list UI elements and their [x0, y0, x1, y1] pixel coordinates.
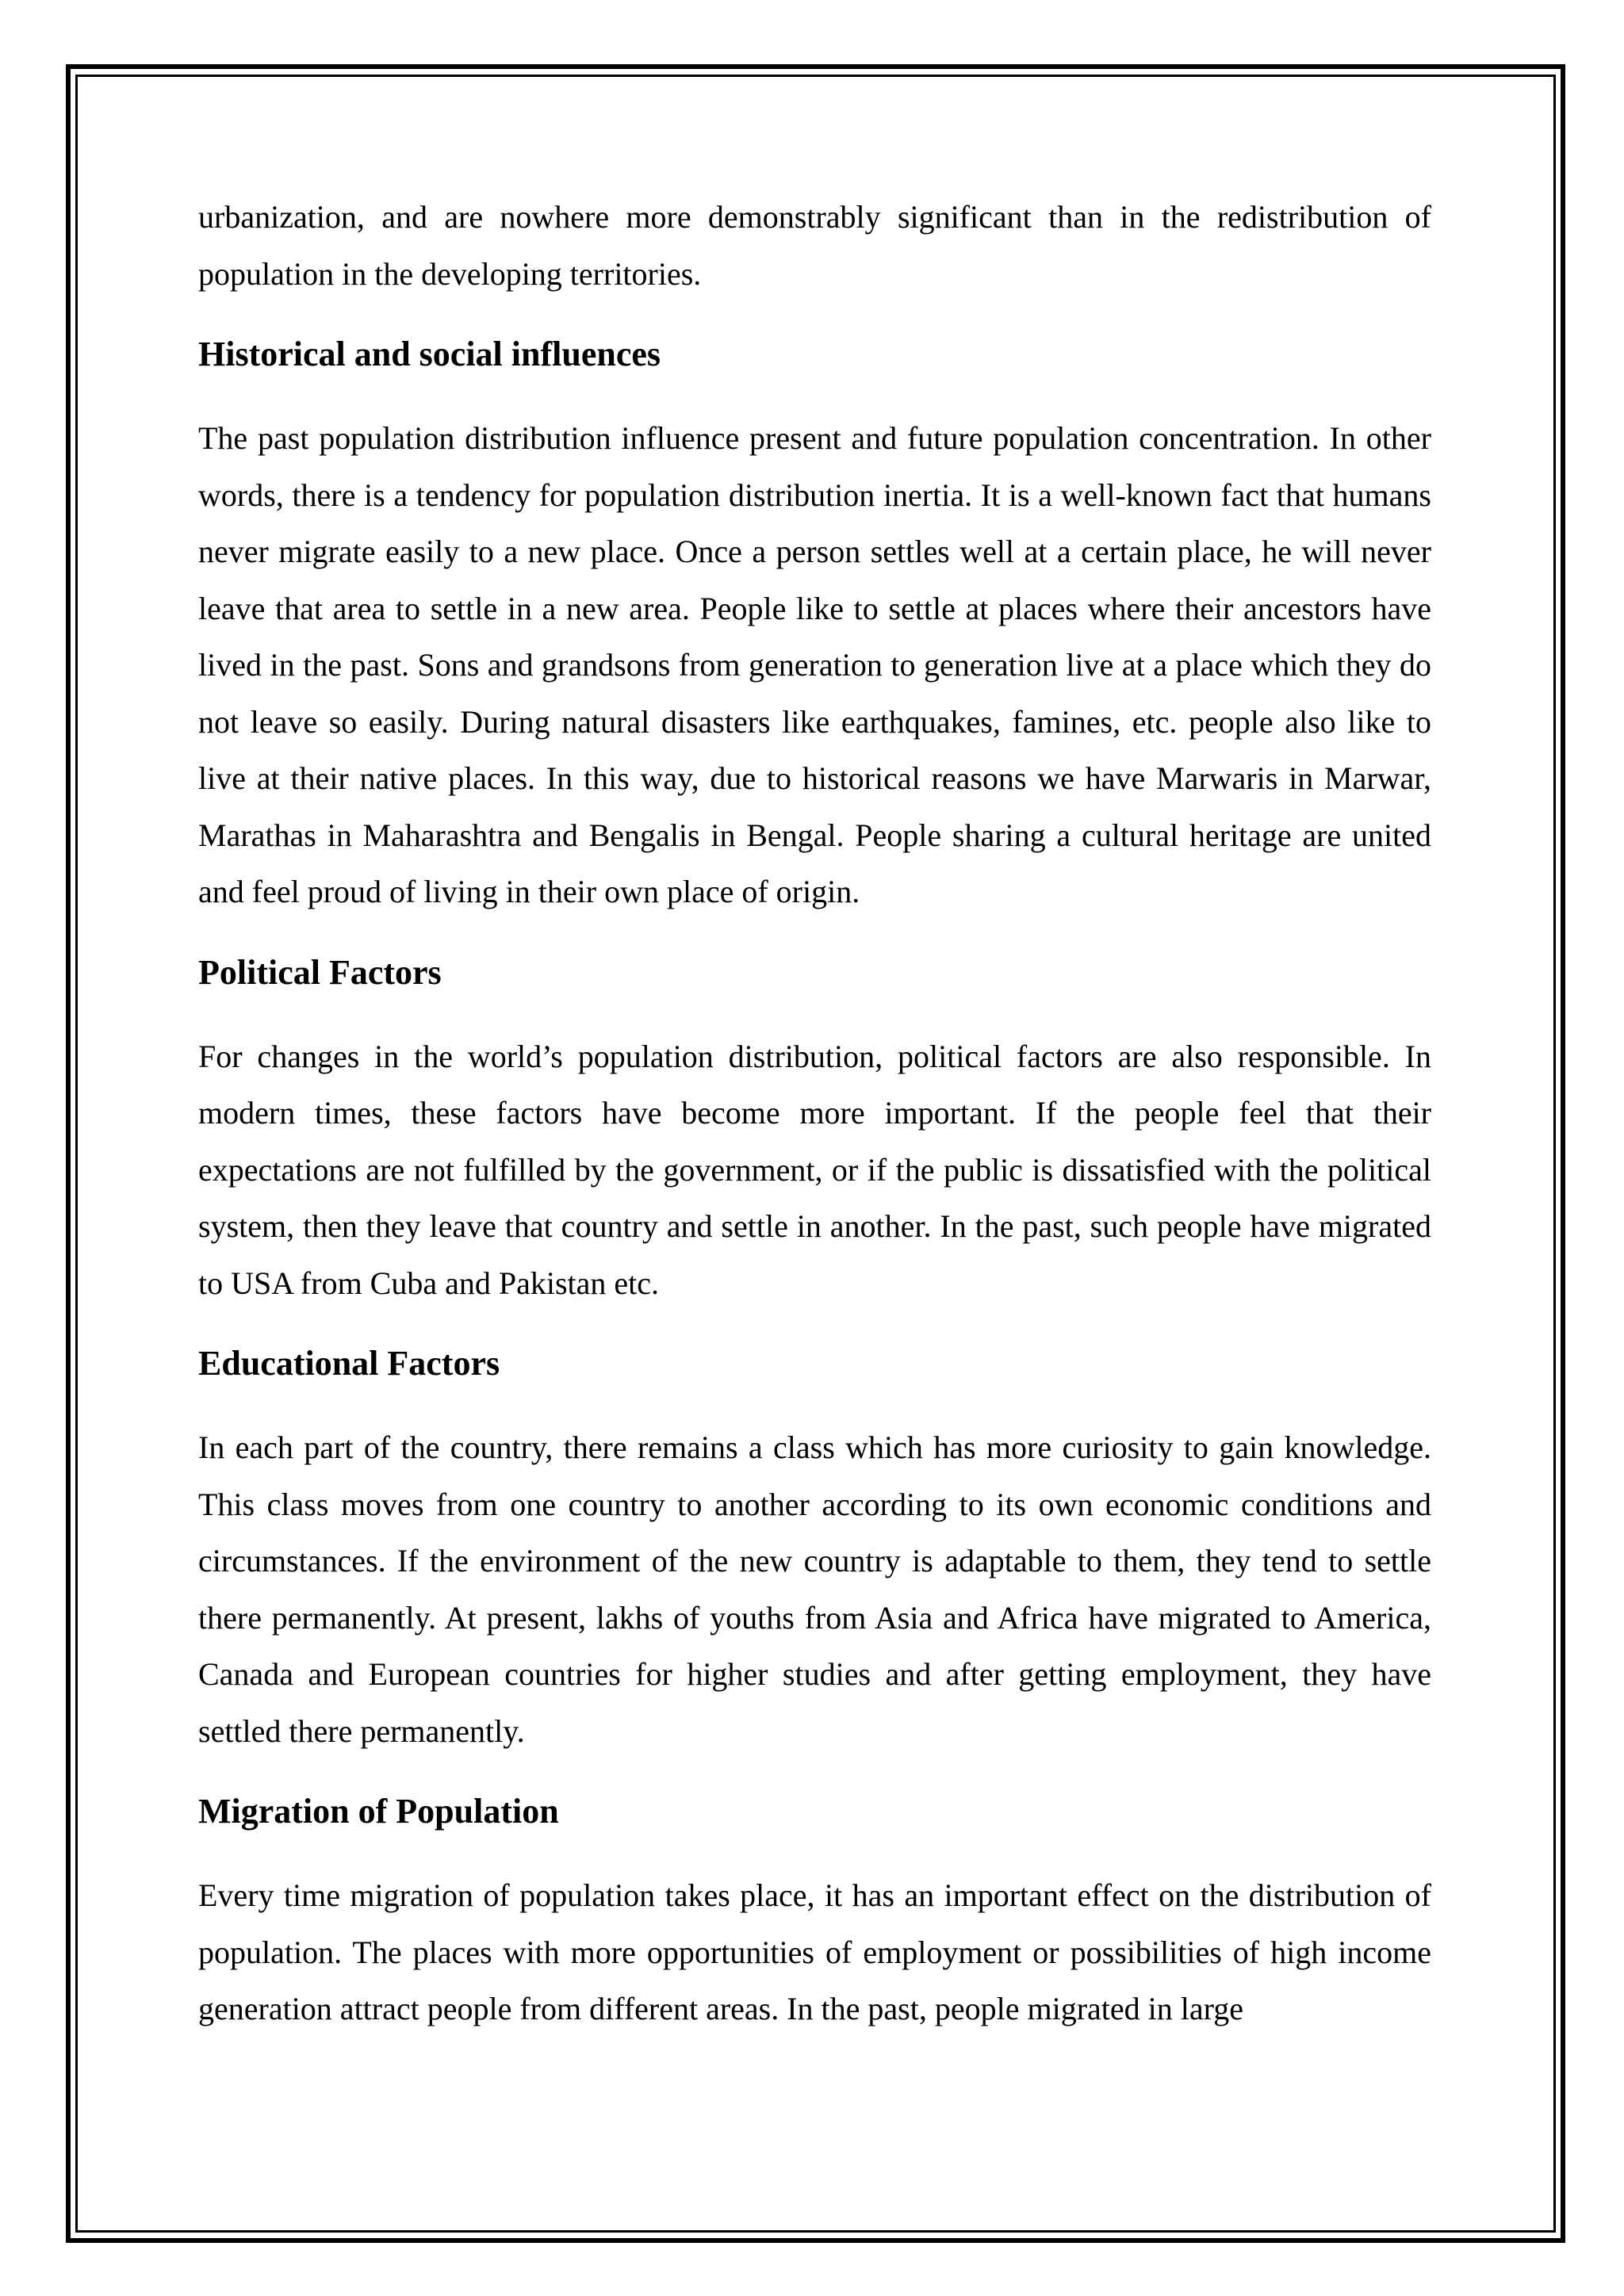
heading-educational-factors: Educational Factors: [198, 1344, 500, 1383]
heading-migration-of-population: Migration of Population: [198, 1792, 559, 1831]
heading-political-factors: Political Factors: [198, 952, 442, 992]
heading-historical-social: Historical and social influences: [198, 335, 661, 373]
page-content: [198, 189, 1431, 2038]
intro-paragraph: urbanization, and are nowhere more demonstrably significant than in the redistribution of population in the developing territories.: [198, 199, 1431, 292]
paragraph-historical-social: The past population distribution influence present and future population concentration. In other words, there is a tendency for population distribution inertia. It is a well-known fact that humans never migrate easily to a new place. Once a person settles well at a certain place, he will never leave that area to settle in a new area. People like to settle at places where their ancestors have lived in the past. Sons and grandsons from generation to generation live at a place which they do not leave so easily. During natural disasters like earthquakes, famines, etc. people also like to live at their native places. In this way, due to historical reasons we have Marwaris in Marwar, Marathas in Maharashtra and Bengalis in Bengal. People sharing a cultural heritage are united and feel proud of living in their own place of origin.: [198, 420, 1431, 909]
paragraph-migration-of-population: Every time migration of population takes place, it has an important effect on the distribution of population. The places with more opportunities of employment or possibilities of high income generation attract people from different areas. In the past, people migrated in large: [198, 1877, 1431, 2026]
paragraph-political-factors: For changes in the world’s population distribution, political factors are also responsible. In modern times, these factors have become more important. If the people feel that their expectations are not fulfilled by the government, or if the public is dissatisfied with the political system, then they leave that country and settle in another. In the past, such people have migrated to USA from Cuba and Pakistan etc.: [198, 1038, 1431, 1301]
paragraph-educational-factors: In each part of the country, there remains a class which has more curiosity to gain knowledge. This class moves from one country to another according to its own economic conditions and circumstances. If the environment of the new country is adaptable to them, they tend to settle there permanently. At present, lakhs of youths from Asia and Africa have migrated to America, Canada and European countries for higher studies and after getting employment, they have settled there permanently.: [198, 1429, 1431, 1749]
